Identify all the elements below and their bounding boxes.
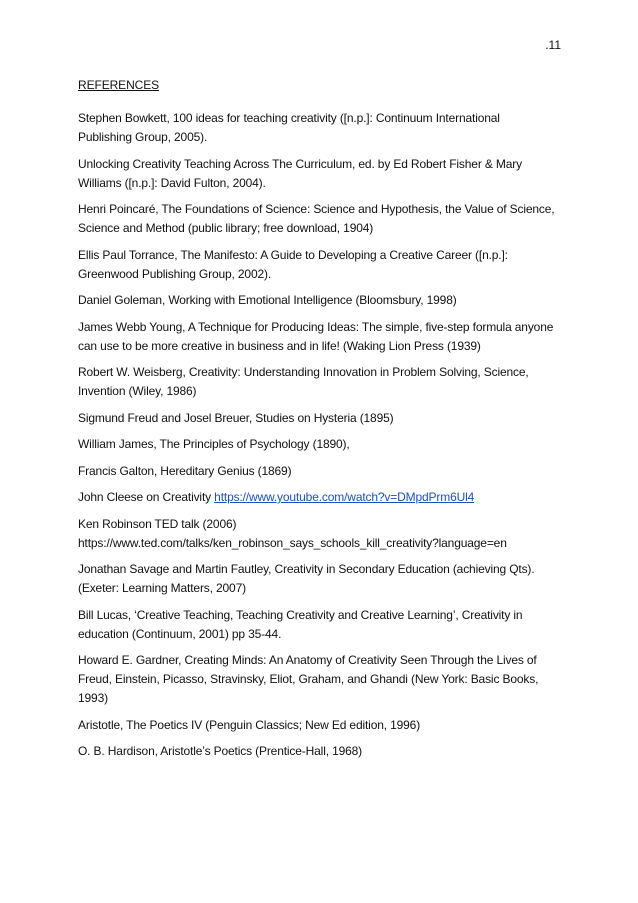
reference-item bbox=[78, 742, 562, 761]
reference-item bbox=[78, 409, 562, 428]
reference-line: can use to be more creative in business and in life! (Waking Lion Press (1939) bbox=[78, 338, 481, 353]
youtube-link[interactable]: https://www.youtube.com/watch?v=DMpdPrm6Ul4 bbox=[214, 490, 475, 504]
reference-item bbox=[78, 318, 562, 356]
reference-line: Unlocking Creativity Teaching Across The Curriculum, ed. by Ed Robert Fisher & Mary bbox=[78, 156, 522, 171]
reference-line: Jonathan Savage and Martin Fautley, Creativity in Secondary Education (achieving Qts). bbox=[78, 562, 535, 576]
reference-line: Bill Lucas, ‘Creative Teaching, Teaching Creativity and Creative Learning’, Creativity in bbox=[78, 607, 523, 622]
page-number: .11 bbox=[545, 38, 561, 52]
references-heading: REFERENCES bbox=[78, 78, 160, 92]
reference-line: Howard E. Gardner, Creating Minds: An Anatomy of Creativity Seen Through the Lives of bbox=[78, 653, 537, 667]
reference-item bbox=[78, 488, 562, 507]
reference-line: Francis Galton, Hereditary Genius (1869) bbox=[78, 463, 292, 478]
reference-line: Freud, Einstein, Picasso, Stravinsky, Eliot, Graham, and Ghandi (New York: Basic Books, bbox=[78, 672, 539, 686]
reference-item bbox=[78, 155, 562, 193]
reference-item bbox=[78, 651, 562, 708]
reference-item bbox=[78, 246, 562, 284]
reference-item bbox=[78, 515, 562, 553]
reference-line: Henri Poincaré, The Foundations of Science: Science and Hypothesis, the Value of Science, bbox=[78, 202, 555, 216]
reference-line: Robert W. Weisberg, Creativity: Understanding Innovation in Problem Solving, Science, bbox=[78, 365, 529, 379]
reference-line: Sigmund Freud and Josel Breuer, Studies on Hysteria (1895) bbox=[78, 410, 394, 425]
reference-line: Science and Method (public library; free download, 1904) bbox=[78, 221, 374, 235]
reference-line: Publishing Group, 2005). bbox=[78, 130, 208, 144]
reference-text: John Cleese on Creativity bbox=[78, 490, 215, 504]
reference-item bbox=[78, 435, 562, 454]
reference-item bbox=[78, 716, 562, 735]
reference-line: 1993) bbox=[78, 691, 108, 705]
reference-line: O. B. Hardison, Aristotle’s Poetics (Prentice-Hall, 1968) bbox=[78, 744, 363, 758]
reference-item bbox=[78, 462, 562, 481]
reference-line: Williams ([n.p.]: David Fulton, 2004). bbox=[78, 175, 266, 190]
reference-line: Ken Robinson TED talk (2006) bbox=[78, 516, 237, 531]
reference-item bbox=[78, 200, 562, 238]
references-list bbox=[78, 109, 562, 761]
reference-line: https://www.ted.com/talks/ken_robinson_says_schools_kill_creativity?language=en bbox=[78, 535, 507, 550]
reference-line: Stephen Bowkett, 100 ideas for teaching creativity ([n.p.]: Continuum International bbox=[78, 111, 500, 125]
reference-line: Daniel Goleman, Working with Emotional Intelligence (Bloomsbury, 1998) bbox=[78, 293, 457, 307]
reference-item bbox=[78, 363, 562, 401]
reference-line: education (Continuum, 2001) pp 35-44. bbox=[78, 626, 282, 641]
reference-line: James Webb Young, A Technique for Producing Ideas: The simple, five-step formula anyone bbox=[78, 319, 554, 334]
reference-line: William James, The Principles of Psychology (1890), bbox=[78, 437, 350, 451]
reference-line bbox=[78, 488, 562, 507]
reference-line: Greenwood Publishing Group, 2002). bbox=[78, 266, 272, 281]
reference-item bbox=[78, 560, 562, 598]
reference-item bbox=[78, 606, 562, 644]
reference-line: Ellis Paul Torrance, The Manifesto: A Guide to Developing a Creative Career ([n.p.]: bbox=[78, 247, 508, 262]
reference-item bbox=[78, 109, 562, 147]
reference-line: Aristotle, The Poetics IV (Penguin Classics; New Ed edition, 1996) bbox=[78, 717, 421, 732]
reference-line: (Exeter: Learning Matters, 2007) bbox=[78, 581, 246, 595]
reference-line: Invention (Wiley, 1986) bbox=[78, 384, 197, 398]
references-section bbox=[78, 78, 562, 769]
reference-item bbox=[78, 291, 562, 310]
